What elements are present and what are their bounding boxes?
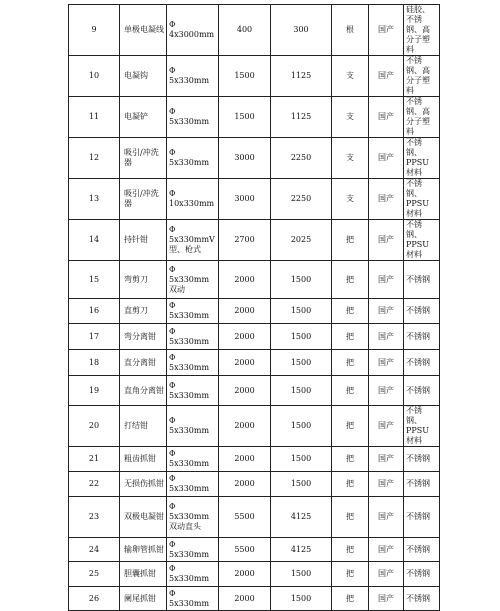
spec-line: Φ [169,416,176,425]
spec-line: Φ [169,148,176,157]
item-material: 不锈钢、高分子塑料 [404,97,440,138]
spec-line: 型、枪式 [169,245,201,254]
item-price: 1500 [271,406,332,447]
item-unit: 把 [332,376,369,406]
spec-line: Φ [169,264,176,274]
row-number: 16 [69,299,120,324]
item-unit: 把 [332,562,369,587]
row-number: 23 [69,497,120,538]
item-spec [167,299,219,324]
item-material: 不锈钢、高分子塑料 [404,56,440,97]
item-quantity: 2000 [219,472,271,497]
table-row [69,56,440,97]
item-spec [167,587,219,611]
item-name: 吸引/冲洗器 [120,179,167,220]
item-origin: 国产 [369,587,404,611]
table-row [69,538,440,562]
spec-line: Φ [169,474,176,483]
table-row [69,562,440,587]
item-quantity: 3000 [219,179,271,220]
item-quantity: 3000 [219,138,271,179]
item-material: 不锈钢 [404,562,440,587]
spec-line: Φ [169,539,176,549]
item-quantity: 2000 [219,447,271,472]
item-name: 无损伤抓钳 [120,472,167,497]
spec-line: Φ [169,588,176,598]
item-origin: 国产 [369,497,404,538]
item-unit: 把 [332,324,369,350]
item-material: 不锈钢 [404,324,440,350]
table-row [69,138,440,179]
table-row [69,376,440,406]
spec-line: 5x330mm [169,598,210,608]
item-spec [167,220,219,261]
row-number: 17 [69,324,120,350]
spec-line: 5x330mm [169,390,210,400]
item-price: 1125 [271,97,332,138]
spec-line: 5x330mm [169,512,210,521]
item-origin: 国产 [369,538,404,562]
row-number: 20 [69,406,120,447]
row-number: 13 [69,179,120,220]
item-quantity: 2000 [219,261,271,299]
spec-line: Φ [169,352,176,362]
item-quantity: 1500 [219,97,271,138]
item-quantity: 2000 [219,324,271,350]
row-number: 18 [69,350,120,376]
spec-line: 5x330mm [169,158,210,167]
item-name: 打结钳 [120,406,167,447]
spec-line: Φ [169,66,176,75]
item-spec [167,138,219,179]
spec-line: 5x330mmV [169,235,215,244]
row-number: 22 [69,472,120,497]
item-spec [167,472,219,497]
item-price: 1500 [271,376,332,406]
table-row [69,406,440,447]
item-unit: 支 [332,56,369,97]
item-unit: 支 [332,179,369,220]
table-row [69,179,440,220]
item-spec [167,179,219,220]
spec-line: Φ [169,225,176,234]
item-price: 1500 [271,562,332,587]
item-unit: 把 [332,587,369,611]
item-price: 2250 [271,179,332,220]
spec-line: 5x330mm [169,362,210,372]
spec-line: 5x330mm [169,311,210,320]
table-body [69,5,440,611]
item-unit: 把 [332,350,369,376]
spec-line: Φ [169,189,176,198]
item-quantity: 2000 [219,406,271,447]
row-number: 9 [69,5,120,56]
item-quantity: 5500 [219,538,271,562]
item-unit: 把 [332,472,369,497]
item-unit: 把 [332,447,369,472]
item-quantity: 5500 [219,497,271,538]
spec-line: 5x330mm [169,549,210,559]
table-row [69,261,440,299]
item-quantity: 2000 [219,587,271,611]
spec-line: Φ [169,20,176,29]
item-origin: 国产 [369,472,404,497]
item-quantity: 2000 [219,376,271,406]
item-material: 不锈钢、PPSU 材料 [404,138,440,179]
item-spec [167,56,219,97]
item-name: 弯分离钳 [120,324,167,350]
table-row [69,220,440,261]
item-name: 吸引/冲洗器 [120,138,167,179]
item-price: 2250 [271,138,332,179]
row-number: 14 [69,220,120,261]
item-price: 1500 [271,447,332,472]
item-name: 弯剪刀 [120,261,167,299]
item-name: 电凝铲 [120,97,167,138]
table-row [69,299,440,324]
item-unit: 把 [332,406,369,447]
table-row [69,5,440,56]
item-name: 单极电凝线 [120,5,167,56]
item-unit: 根 [332,5,369,56]
item-origin: 国产 [369,5,404,56]
item-spec [167,447,219,472]
equipment-table [68,4,440,611]
spec-line: 4x3000mm [169,30,215,39]
row-number: 12 [69,138,120,179]
row-number: 19 [69,376,120,406]
item-unit: 支 [332,138,369,179]
item-price: 1500 [271,261,332,299]
spec-line: 双动 [169,284,185,294]
row-number: 24 [69,538,120,562]
spec-line: 5x330mm [169,76,210,85]
spec-line: Φ [169,301,176,310]
spec-line: 5x330mm [169,274,210,284]
row-number: 15 [69,261,120,299]
item-price: 4125 [271,497,332,538]
row-number: 25 [69,562,120,587]
item-name: 粗齿抓钳 [120,447,167,472]
item-unit: 把 [332,299,369,324]
item-spec [167,406,219,447]
item-origin: 国产 [369,562,404,587]
spec-line: 5x330mm [169,459,210,468]
item-unit: 支 [332,97,369,138]
item-unit: 把 [332,497,369,538]
item-material: 不锈钢、PPSU 材料 [404,406,440,447]
item-quantity: 400 [219,5,271,56]
item-origin: 国产 [369,261,404,299]
row-number: 21 [69,447,120,472]
table-row [69,472,440,497]
item-unit: 把 [332,261,369,299]
spec-line: 5x330mm [169,117,210,126]
item-material: 不锈钢 [404,587,440,611]
item-material: 不锈钢 [404,497,440,538]
item-spec [167,350,219,376]
item-material: 不锈钢 [404,538,440,562]
item-spec [167,97,219,138]
item-price: 1500 [271,472,332,497]
spec-line: 5x330mm [169,484,210,493]
table-row [69,447,440,472]
table-row [69,350,440,376]
item-origin: 国产 [369,220,404,261]
spec-line: 10x330mm [169,199,215,208]
item-origin: 国产 [369,447,404,472]
item-price: 300 [271,5,332,56]
item-price: 2025 [271,220,332,261]
row-number: 10 [69,56,120,97]
item-material: 不锈钢 [404,472,440,497]
table-row [69,324,440,350]
item-quantity: 2000 [219,562,271,587]
spec-line: 5x330mm [169,574,210,583]
item-origin: 国产 [369,97,404,138]
item-spec [167,261,219,299]
item-quantity: 1500 [219,56,271,97]
item-spec [167,5,219,56]
spec-line: Φ [169,380,176,390]
item-price: 1500 [271,299,332,324]
item-spec [167,324,219,350]
item-material: 不锈钢 [404,261,440,299]
item-price: 1500 [271,587,332,611]
item-price: 1500 [271,350,332,376]
item-unit: 把 [332,538,369,562]
item-name: 电凝钩 [120,56,167,97]
item-name: 双极电凝钳 [120,497,167,538]
spec-line: Φ [169,564,176,573]
item-quantity: 2000 [219,299,271,324]
table-row [69,497,440,538]
item-material: 不锈钢 [404,350,440,376]
item-quantity: 2000 [219,350,271,376]
item-material: 不锈钢 [404,447,440,472]
spec-line: Φ [169,107,176,116]
item-spec [167,376,219,406]
item-material: 不锈钢 [404,376,440,406]
item-material: 不锈钢、PPSU 材料 [404,220,440,261]
item-name: 输卵管抓钳 [120,538,167,562]
row-number: 26 [69,587,120,611]
item-name: 直剪刀 [120,299,167,324]
item-spec [167,562,219,587]
item-price: 1125 [271,56,332,97]
table-row [69,587,440,611]
item-origin: 国产 [369,406,404,447]
item-unit: 把 [332,220,369,261]
item-origin: 国产 [369,324,404,350]
row-number: 11 [69,97,120,138]
item-origin: 国产 [369,299,404,324]
spec-line: 双动直头 [169,522,201,531]
item-origin: 国产 [369,350,404,376]
item-name: 直角分离钳 [120,376,167,406]
item-name: 胆囊抓钳 [120,562,167,587]
item-origin: 国产 [369,179,404,220]
item-price: 1500 [271,324,332,350]
item-origin: 国产 [369,138,404,179]
spec-line: 5x330mm [169,426,210,435]
item-spec [167,538,219,562]
item-quantity: 2700 [219,220,271,261]
table-row [69,97,440,138]
item-origin: 国产 [369,376,404,406]
spec-line: Φ [169,326,176,336]
item-material: 不锈钢 [404,299,440,324]
item-spec [167,497,219,538]
spec-line: 5x330mm [169,336,210,346]
item-price: 4125 [271,538,332,562]
item-name: 阑尾抓钳 [120,587,167,611]
spec-line: Φ [169,502,176,511]
spec-line: Φ [169,449,176,458]
item-material: 硅胶、不锈钢、高分子塑料 [404,5,440,56]
item-name: 直分离钳 [120,350,167,376]
item-name: 持针钳 [120,220,167,261]
item-origin: 国产 [369,56,404,97]
item-material: 不锈钢、PPSU 材料 [404,179,440,220]
